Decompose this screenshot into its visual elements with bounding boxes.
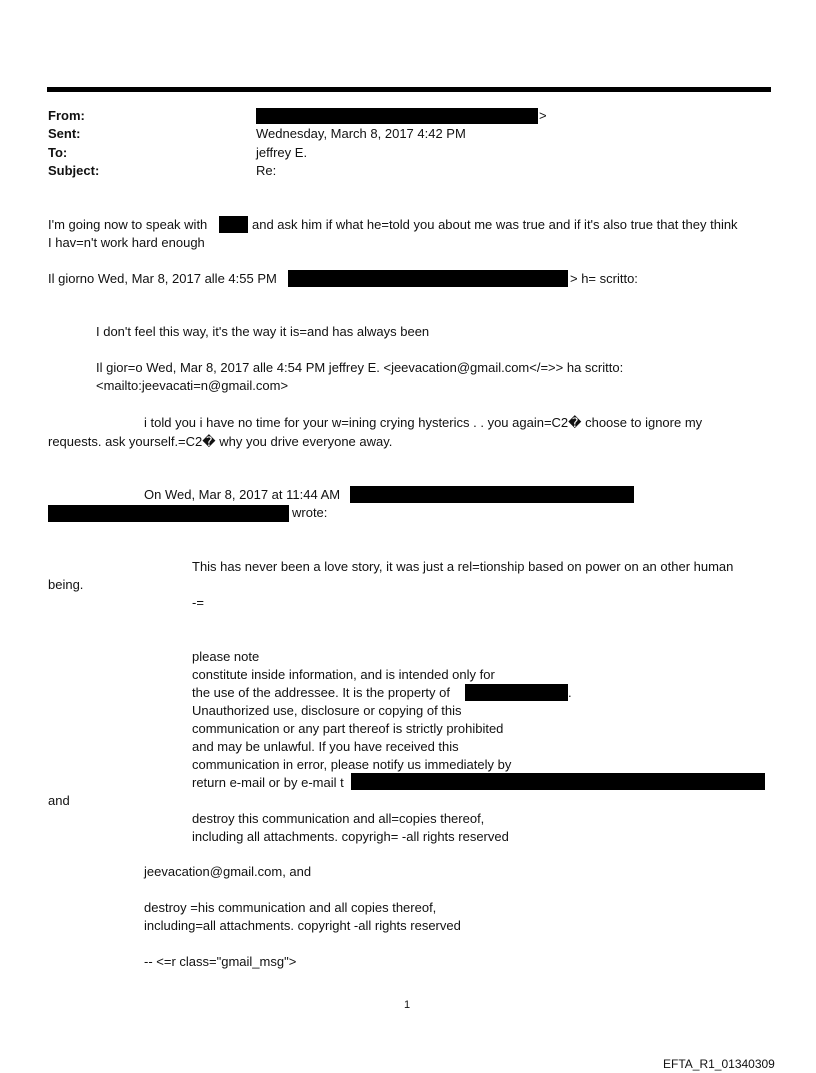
quote-header: <mailto:jeevacati=n@gmail.com>	[96, 378, 289, 393]
redaction-sender	[350, 486, 634, 503]
disclaimer-line: .	[568, 685, 572, 700]
quote-header: Il gior=o Wed, Mar 8, 2017 alle 4:54 PM jeffrey E. <jeevacation@gmail.com</=>> ha scritto:	[96, 360, 624, 375]
quote-header: On Wed, Mar 8, 2017 at 11:44 AM	[144, 487, 341, 502]
body-line: I don't feel this way, it's the way it is=and has always been	[96, 324, 430, 339]
quote-header: wrote:	[292, 505, 328, 520]
disclaimer-line: constitute inside information, and is intended only for	[192, 667, 495, 682]
to-label: To:	[48, 145, 68, 160]
body-line: i told you i have no time for your w=ining crying hysterics . . you again=C2� choose to ignore my	[144, 415, 703, 430]
body-line: being.	[48, 577, 84, 592]
disclaimer-line: please note	[192, 649, 260, 664]
body-line: requests. ask yourself.=C2� why you drive everyone away.	[48, 434, 393, 449]
page-number: 1	[404, 999, 411, 1011]
redaction-sender	[288, 270, 568, 287]
document-id: EFTA_R1_01340309	[663, 1057, 775, 1071]
quote-header: > h= scritto:	[570, 271, 638, 286]
quote-header: Il giorno Wed, Mar 8, 2017 alle 4:55 PM	[48, 271, 277, 286]
redaction-name	[219, 216, 248, 233]
disclaimer-line: the use of the addressee. It is the property of	[192, 685, 450, 700]
from-label: From:	[48, 108, 85, 123]
header-rule	[47, 87, 771, 92]
redaction-sender	[48, 505, 289, 522]
disclaimer-line: communication in error, please notify us immediately by	[192, 757, 512, 772]
disclaimer-line: return e-mail or by e-mail t	[192, 775, 344, 790]
to-value: jeffrey E.	[256, 145, 308, 160]
disclaimer-line: communication or any part thereof is strictly prohibited	[192, 721, 504, 736]
disclaimer-line: destroy this communication and all=copies thereof,	[192, 811, 485, 826]
body-line: -- <=r class="gmail_msg">	[144, 954, 297, 969]
body-line: destroy =his communication and all copies thereof,	[144, 900, 437, 915]
disclaimer-line: including all attachments. copyrigh= -all rights reserved	[192, 829, 509, 844]
subject-value: Re:	[256, 163, 277, 178]
redaction-from	[256, 108, 538, 124]
body-line: This has never been a love story, it was just a rel=tionship based on power on an other human	[192, 559, 734, 574]
body-line: including=all attachments. copyright -all rights reserved	[144, 918, 461, 933]
body-line: I'm going now to speak with	[48, 217, 208, 232]
body-line: I hav=n't work hard enough	[48, 235, 205, 250]
disclaimer-line: and	[48, 793, 70, 808]
subject-label: Subject:	[48, 163, 100, 178]
sent-label: Sent:	[48, 126, 81, 141]
body-line: -=	[192, 595, 204, 610]
sent-value: Wednesday, March 8, 2017 4:42 PM	[256, 126, 466, 141]
from-value-suffix: >	[539, 108, 547, 123]
redaction-email	[351, 773, 765, 790]
disclaimer-line: Unauthorized use, disclosure or copying of this	[192, 703, 462, 718]
disclaimer-line: and may be unlawful. If you have received this	[192, 739, 459, 754]
body-line: jeevacation@gmail.com, and	[144, 864, 312, 879]
body-line: and ask him if what he=told you about me was true and if it's also true that they think	[252, 217, 738, 232]
redaction-company	[465, 684, 568, 701]
